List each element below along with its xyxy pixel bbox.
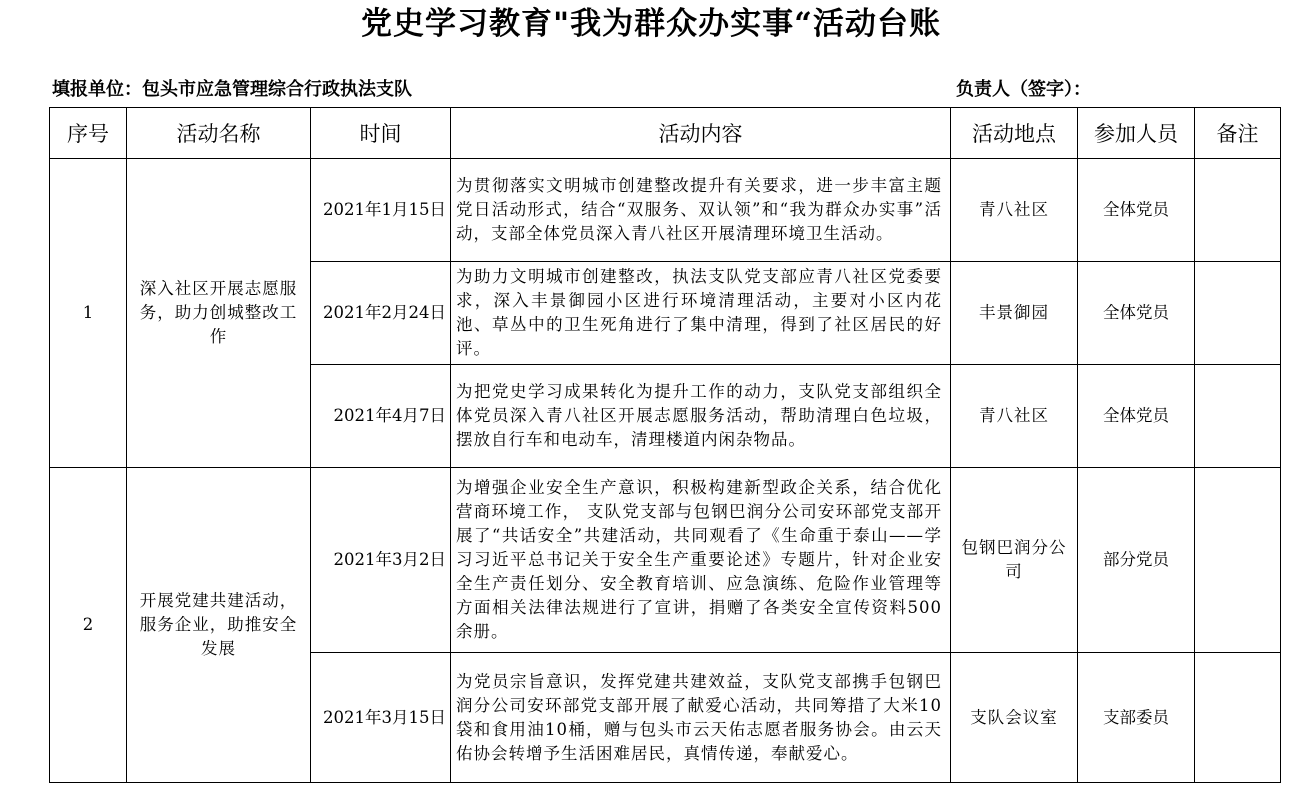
reporting-unit: 填报单位：包头市应急管理综合行政执法支队	[52, 79, 412, 100]
header-participants: 参加人员	[1078, 108, 1195, 159]
group-seq: 2	[50, 468, 127, 783]
row-note	[1195, 365, 1281, 468]
row-content: 为助力文明城市创建整改，执法支队党支部应青八社区党委要求，深入丰景御园小区进行环境清理活动，主要对小区内花池、草丛中的卫生死角进行了集中清理，得到了社区居民的好评。	[451, 262, 951, 365]
responsible-signature-label: 负责人（签字）：	[956, 79, 1091, 100]
table-header-row	[50, 108, 1281, 159]
header-time: 时间	[311, 108, 451, 159]
header-activity-name: 活动名称	[127, 108, 311, 159]
row-participants: 支部委员	[1078, 653, 1195, 783]
header-place: 活动地点	[951, 108, 1078, 159]
table-row	[50, 468, 1281, 653]
row-time: 2021年1月15日	[311, 159, 451, 262]
header-content: 活动内容	[451, 108, 951, 159]
activity-ledger-table	[49, 107, 1281, 783]
row-content: 为贯彻落实文明城市创建整改提升有关要求，进一步丰富主题党日活动形式，结合“双服务、双认领”和“我为群众办实事”活动，支部全体党员深入青八社区开展清理环境卫生活动。	[451, 159, 951, 262]
header-seq: 序号	[50, 108, 127, 159]
group-activity-name: 深入社区开展志愿服务，助力创城整改工作	[127, 159, 311, 468]
group-activity-name: 开展党建共建活动，服务企业，助推安全发展	[127, 468, 311, 783]
row-place: 丰景御园	[951, 262, 1078, 365]
row-content: 为把党史学习成果转化为提升工作的动力，支队党支部组织全体党员深入青八社区开展志愿服务活动，帮助清理白色垃圾，摆放自行车和电动车，清理楼道内闲杂物品。	[451, 365, 951, 468]
row-place: 青八社区	[951, 365, 1078, 468]
group-seq: 1	[50, 159, 127, 468]
row-time: 2021年3月2日	[311, 468, 451, 653]
row-participants: 全体党员	[1078, 262, 1195, 365]
row-place: 包钢巴润分公司	[951, 468, 1078, 653]
row-time: 2021年2月24日	[311, 262, 451, 365]
row-place: 支队会议室	[951, 653, 1078, 783]
row-content: 为党员宗旨意识，发挥党建共建效益，支队党支部携手包钢巴润分公司安环部党支部开展了献爱心活动，共同筹措了大米10袋和食用油10桶，赠与包头市云天佑志愿者服务协会。由云天佑协会转增予生活困难居民，真情传递，奉献爱心。	[451, 653, 951, 783]
table-row	[50, 159, 1281, 262]
row-content: 为增强企业安全生产意识，积极构建新型政企关系，结合优化营商环境工作， 支队党支部与包钢巴润分公司安环部党支部开展了“共话安全”共建活动，共同观看了《生命重于泰山——学习习近平总书记关于安全生产重要论述》专题片，针对企业安全生产责任划分、安全教育培训、应急演练、危险作业管理等方面相关法律法规进行了宣讲，捐赠了各类安全宣传资料500余册。	[451, 468, 951, 653]
row-time: 2021年4月7日	[311, 365, 451, 468]
row-time: 2021年3月15日	[311, 653, 451, 783]
row-participants: 全体党员	[1078, 365, 1195, 468]
row-participants: 全体党员	[1078, 159, 1195, 262]
row-note	[1195, 159, 1281, 262]
row-participants: 部分党员	[1078, 468, 1195, 653]
row-note	[1195, 468, 1281, 653]
header-notes: 备注	[1195, 108, 1281, 159]
document-title: 党史学习教育"我为群众办实事“活动台账	[361, 6, 941, 42]
row-note	[1195, 653, 1281, 783]
row-place: 青八社区	[951, 159, 1078, 262]
row-note	[1195, 262, 1281, 365]
